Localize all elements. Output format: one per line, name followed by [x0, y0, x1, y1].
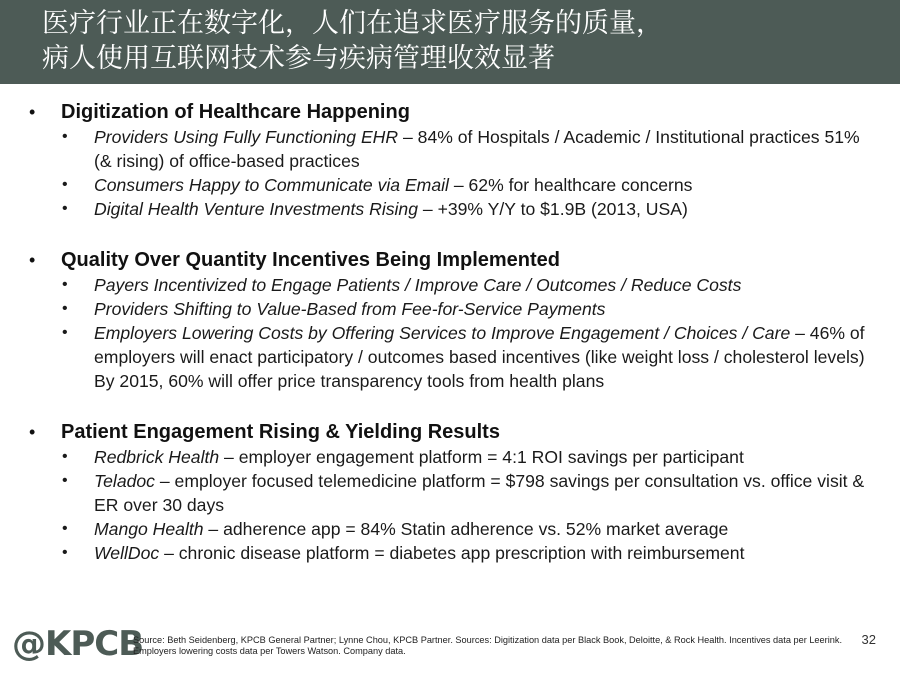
- list-item: [0, 445, 900, 469]
- list-item: [0, 273, 900, 297]
- bullet-icon: •: [62, 472, 68, 489]
- bullet-icon: •: [62, 324, 68, 341]
- bullet-icon: •: [62, 448, 68, 465]
- list-item: [0, 517, 900, 541]
- kpcb-logo: @KPCB: [12, 624, 144, 664]
- bullet-icon: •: [62, 128, 68, 145]
- item-lead: Employers Lowering Costs by Offering Services to Improve Engagement / Choices / Care: [94, 323, 791, 343]
- item-text: – employer focused telemedicine platform = $798 savings per consultation vs. office visit & ER over 30 days: [94, 471, 865, 515]
- item-lead: Mango Health: [94, 519, 204, 539]
- list-item: [0, 197, 900, 221]
- item-lead: Digital Health Venture Investments Rising: [94, 199, 419, 219]
- list-item: [0, 173, 900, 197]
- item-lead: Providers Using Fully Functioning EHR: [94, 127, 399, 147]
- source-note: Source: Beth Seidenberg, KPCB General Partner; Lynne Chou, KPCB Partner. Sources: Digitization data per Black Book, Deloitte, & Rock Health. Incentives data per Leerink. Employers lowering costs data per Towers Watson. Company data.: [133, 635, 843, 656]
- item-text: – 62% for healthcare concerns: [448, 175, 693, 195]
- item-lead: Teladoc: [94, 471, 155, 491]
- section-heading: Quality Over Quantity Incentives Being Implemented: [61, 249, 561, 271]
- title-bar: [0, 0, 900, 84]
- item-text: – 46% of employers will enact participatory / outcomes based incentives (like weight loss / cholesterol levels) By 2015, 60% will offer price transparency tools from health plans: [94, 323, 865, 391]
- bullet-icon: •: [29, 422, 36, 442]
- item-lead: WellDoc: [94, 543, 160, 563]
- slide-content: [0, 99, 900, 565]
- bullet-icon: •: [29, 250, 36, 270]
- slide-footer: [0, 620, 900, 675]
- list-item: [0, 321, 900, 393]
- item-text: – 84% of Hospitals / Academic / Institutional practices 51% (& rising) of office-based practices: [94, 127, 860, 171]
- bullet-icon: •: [62, 200, 68, 217]
- section-heading: Digitization of Healthcare Happening: [61, 101, 410, 123]
- section-digitization: [0, 99, 900, 221]
- section-heading: Patient Engagement Rising & Yielding Results: [61, 421, 500, 443]
- bullet-icon: •: [62, 544, 68, 561]
- list-item: [0, 125, 900, 173]
- item-lead: Providers Shifting to Value-Based from Fee-for-Service Payments: [94, 299, 606, 319]
- section-engagement: [0, 419, 900, 565]
- bullet-icon: •: [62, 520, 68, 537]
- item-text: – employer engagement platform = 4:1 ROI savings per participant: [219, 447, 744, 467]
- bullet-icon: •: [29, 102, 36, 122]
- bullet-icon: •: [62, 176, 68, 193]
- item-lead: Consumers Happy to Communicate via Email: [94, 175, 449, 195]
- item-text: – chronic disease platform = diabetes app prescription with reimbursement: [159, 543, 745, 563]
- list-item: [0, 469, 900, 517]
- item-text: – adherence app = 84% Statin adherence vs. 52% market average: [203, 519, 729, 539]
- bullet-icon: •: [62, 276, 68, 293]
- section-quality: [0, 247, 900, 393]
- slide-title-line-1: 医疗行业正在数字化，人们在追求医疗服务的质量，: [42, 8, 663, 39]
- item-lead: Redbrick Health: [94, 447, 220, 467]
- bullet-icon: •: [62, 300, 68, 317]
- list-item: [0, 297, 900, 321]
- page-number: 32: [861, 632, 876, 647]
- item-text: – +39% Y/Y to $1.9B (2013, USA): [418, 199, 688, 219]
- item-lead: Payers Incentivized to Engage Patients / Improve Care / Outcomes / Reduce Costs: [94, 275, 742, 295]
- slide-title-line-2: 病人使用互联网技术参与疾病管理收效显著: [42, 43, 555, 74]
- list-item: [0, 541, 900, 565]
